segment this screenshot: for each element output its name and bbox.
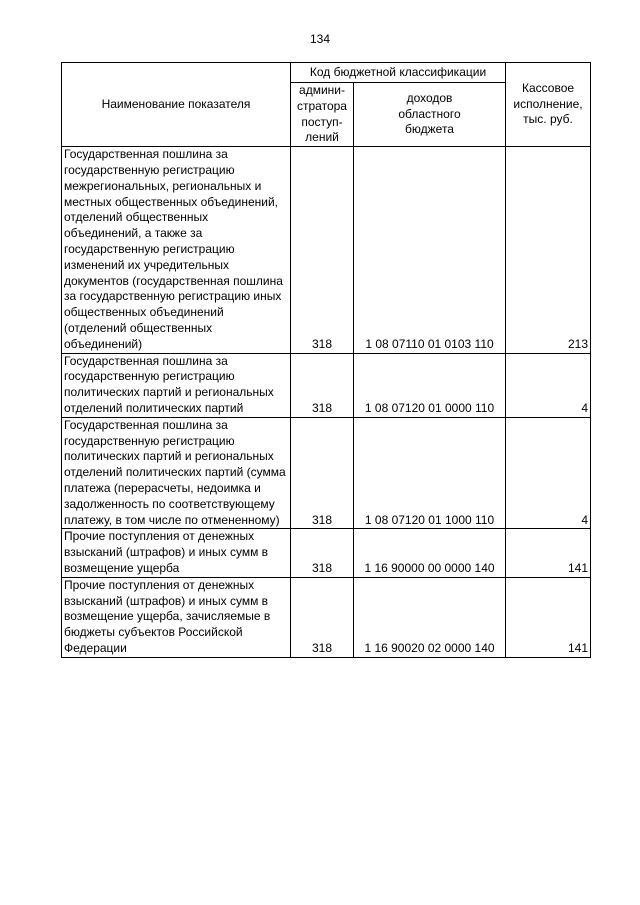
row-indicator-name: Государственная пошлина за государственную регистрацию политических партий и региональных отделений политических партий (сумма платежа (перерасчеты, недоимка и задолженность по соответствующему платежу, в том числе по отмененному) — [62, 417, 291, 529]
budget-revenue-table — [61, 62, 591, 658]
row-cash-execution: 141 — [506, 577, 591, 657]
header-regional-budget-income: доходов областного бюджета — [354, 83, 506, 147]
row-administrator-code: 318 — [291, 529, 354, 577]
table-row — [62, 147, 591, 353]
table-row — [62, 529, 591, 577]
row-indicator-name: Прочие поступления от денежных взысканий (штрафов) и иных сумм в возмещение ущерба, зачисляемые в бюджеты субъектов Российской Федерации — [62, 577, 291, 657]
row-income-code: 1 16 90000 00 0000 140 — [354, 529, 506, 577]
header-revenue-administrator: админи- стратора поступ- лений — [291, 83, 354, 147]
row-income-code: 1 08 07120 01 1000 110 — [354, 417, 506, 529]
row-indicator-name: Прочие поступления от денежных взысканий (штрафов) и иных сумм в возмещение ущерба — [62, 529, 291, 577]
row-income-code: 1 08 07110 01 0103 110 — [354, 147, 506, 353]
row-indicator-name: Государственная пошлина за государственную регистрацию межрегиональных, региональных и местных общественных объединений, отделений общественных объединений, а также за государственную регистрацию изменений их учредительных документов (государственная пошлина за государственную регистрацию иных общественных объединений (отделений общественных объединений) — [62, 147, 291, 353]
row-administrator-code: 318 — [291, 577, 354, 657]
table-row — [62, 353, 591, 417]
row-cash-execution: 4 — [506, 353, 591, 417]
row-administrator-code: 318 — [291, 147, 354, 353]
row-cash-execution: 141 — [506, 529, 591, 577]
row-administrator-code: 318 — [291, 417, 354, 529]
header-indicator-name: Наименование показателя — [62, 63, 291, 147]
row-cash-execution: 4 — [506, 417, 591, 529]
row-income-code: 1 08 07120 01 0000 110 — [354, 353, 506, 417]
row-administrator-code: 318 — [291, 353, 354, 417]
header-budget-classification-code: Код бюджетной классификации — [291, 63, 506, 83]
row-cash-execution: 213 — [506, 147, 591, 353]
page-number: 134 — [309, 32, 331, 46]
row-income-code: 1 16 90020 02 0000 140 — [354, 577, 506, 657]
row-indicator-name: Государственная пошлина за государственную регистрацию политических партий и региональных отделений политических партий — [62, 353, 291, 417]
header-cash-execution: Кассовое исполнение, тыс. руб. — [506, 63, 591, 147]
table-row — [62, 577, 591, 657]
table-row — [62, 417, 591, 529]
